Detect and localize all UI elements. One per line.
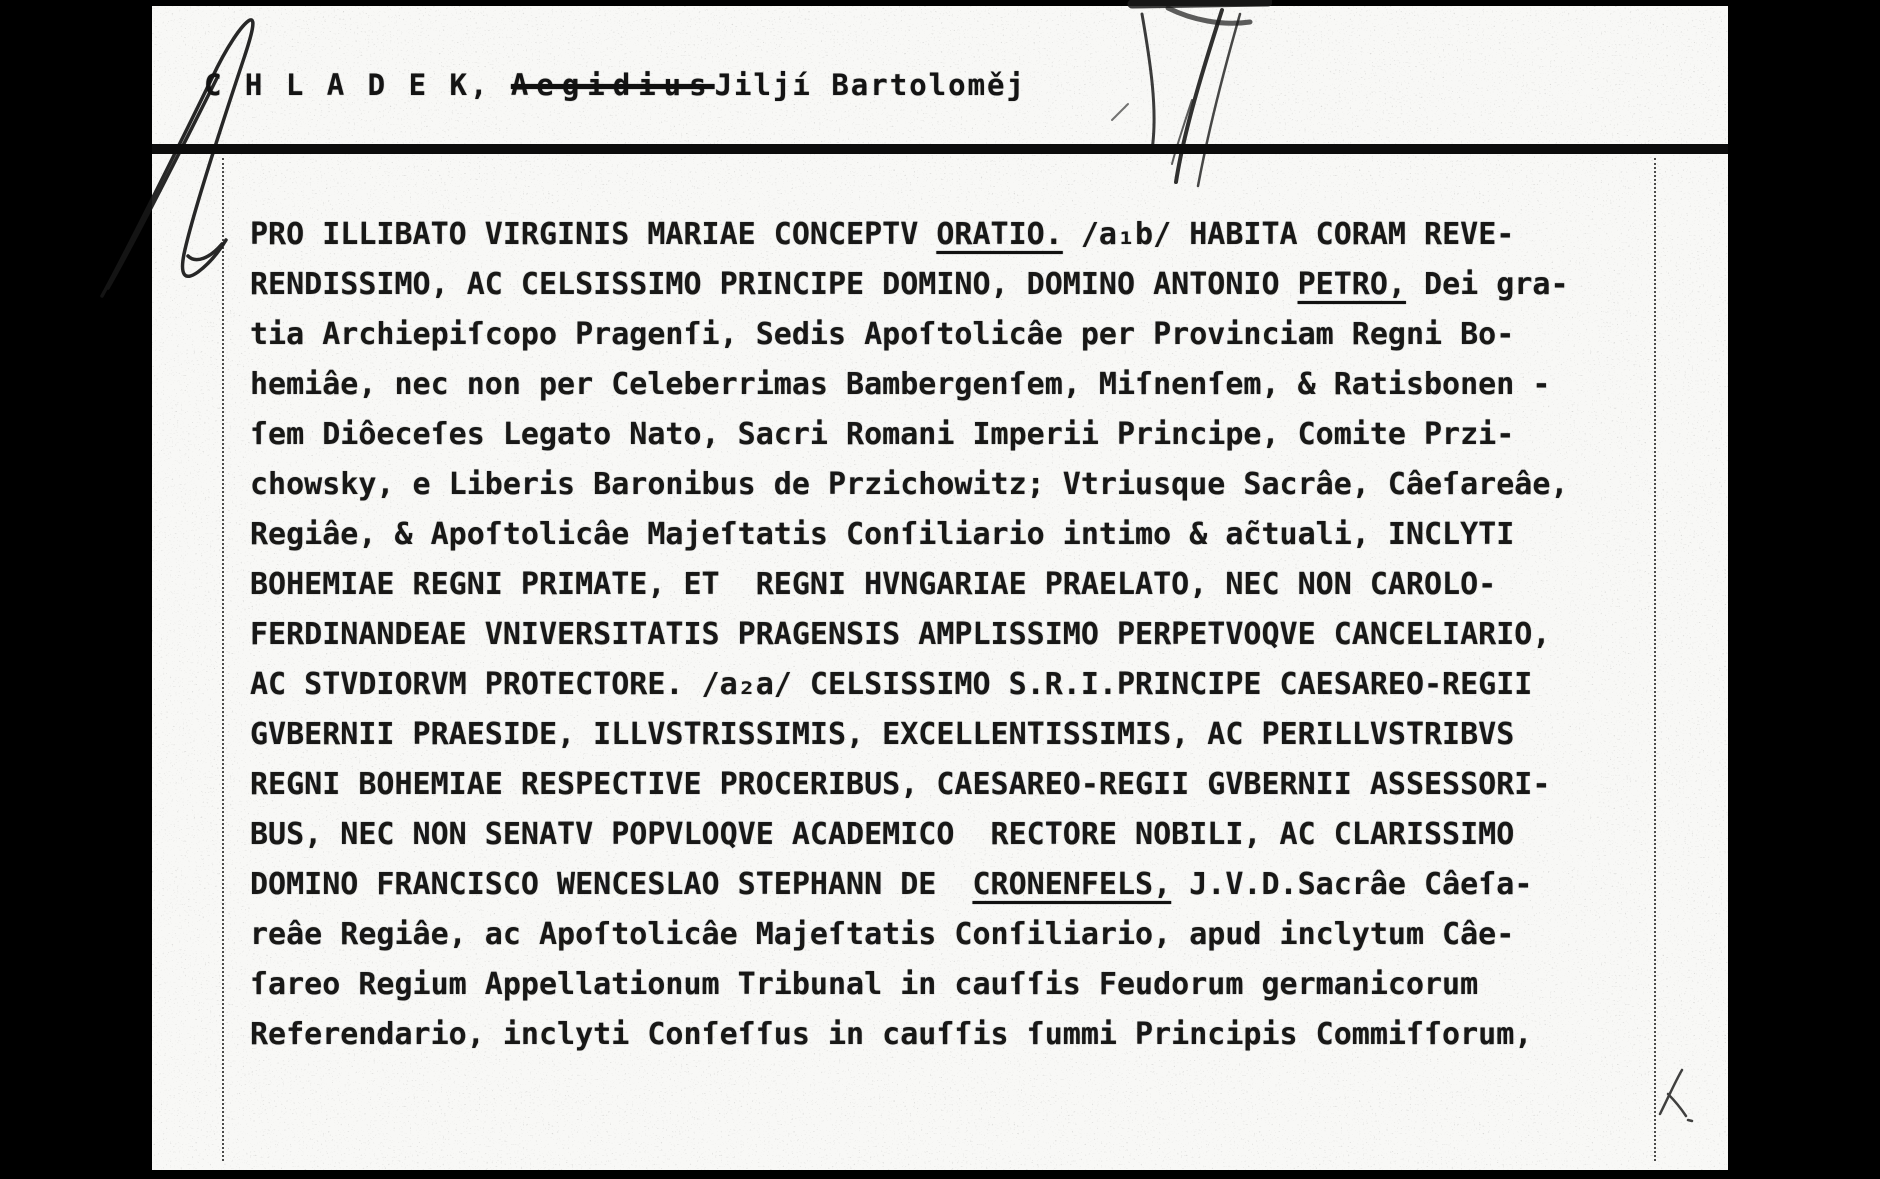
text-segment: Referendario, inclyti Conſeſſus in cauſſis ſummi Principis Commiſſorum, — [250, 1017, 1533, 1052]
given-names: Jiljí Bartoloměj — [714, 68, 1026, 102]
text-segment: tia Archiepiſcopo Pragenſi, Sedis Apoſtolicâe per Provinciam Regni Bo- — [250, 317, 1515, 352]
text-segment: /a₁b/ HABITA CORAM REVE- — [1062, 217, 1515, 252]
left-margin-guide — [222, 158, 224, 1161]
text-segment: ſareo Regium Appellationum Tribunal in cauſſis Feudorum germanicorum — [250, 967, 1479, 1002]
text-line — [250, 410, 1690, 460]
catalog-heading-surname: C H L A D E K, — [204, 68, 511, 102]
text-segment: FERDINANDEAE VNIVERSITATIS PRAGENSIS AMPLISSIMO PERPETVOQVE CANCELIARIO, — [250, 617, 1551, 652]
text-segment: PETRO, — [1297, 267, 1406, 302]
catalog-heading — [204, 68, 1026, 102]
scratch-marks-icon — [1072, 0, 1272, 200]
text-segment: REGNI BOHEMIAE RESPECTIVE PROCERIBUS, CAESAREO-REGII GVBERNII ASSESSORI- — [250, 767, 1551, 802]
text-line — [250, 760, 1690, 810]
text-segment: ſem Diôeceſes Legato Nato, Sacri Romani Imperii Principe, Comite Przi- — [250, 417, 1515, 452]
heading-divider-rule — [152, 144, 1728, 154]
text-line — [250, 910, 1690, 960]
text-line — [250, 810, 1690, 860]
text-line — [250, 660, 1690, 710]
text-segment: PRO ILLIBATO VIRGINIS MARIAE CONCEPTV — [250, 217, 937, 252]
text-line — [250, 310, 1690, 360]
text-segment: Regiâe, & Apoſtolicâe Majeſtatis Conſiliario intimo & ac̃tuali, INCLYTI — [250, 517, 1515, 552]
text-segment: ORATIO. — [936, 217, 1063, 252]
text-line — [250, 260, 1690, 310]
text-line — [250, 960, 1690, 1010]
text-line — [250, 860, 1690, 910]
text-line — [250, 1010, 1690, 1060]
text-segment: AC STVDIORVM PROTECTORE. /a₂a/ CELSISSIMO S.R.I.PRINCIPE CAESAREO-REGII — [250, 667, 1533, 702]
text-segment: RENDISSIMO, AC CELSISSIMO PRINCIPE DOMINO, DOMINO ANTONIO — [250, 267, 1298, 302]
catalog-card — [152, 6, 1728, 1170]
text-line — [250, 610, 1690, 660]
text-segment: J.V.D.Sacrâe Câeſa- — [1171, 867, 1533, 902]
corner-pen-mark-icon — [1648, 1064, 1708, 1128]
text-segment: chowsky, e Liberis Baronibus de Przichowitz; Vtriusque Sacrâe, Câeſareâe, — [250, 467, 1569, 502]
text-line — [250, 710, 1690, 760]
text-line — [250, 460, 1690, 510]
text-line — [250, 210, 1690, 260]
crossed-out-name: Aegidius — [510, 68, 715, 102]
text-line — [250, 510, 1690, 560]
text-segment: Dei gra- — [1405, 267, 1569, 302]
text-segment: BUS, NEC NON SENATV POPVLOQVE ACADEMICO RECTORE NOBILI, AC CLARISSIMO — [250, 817, 1515, 852]
text-segment: CRONENFELS, — [972, 867, 1172, 902]
text-segment: DOMINO FRANCISCO WENCESLAO STEPHANN DE — [250, 867, 973, 902]
text-segment: hemiâe, nec non per Celeberrimas Bambergenſem, Miſnenſem, & Ratisbonen - — [250, 367, 1551, 402]
text-line — [250, 560, 1690, 610]
text-segment: GVBERNII PRAESIDE, ILLVSTRISSIMIS, EXCELLENTISSIMIS, AC PERILLVSTRIBVS — [250, 717, 1515, 752]
body-text — [250, 210, 1690, 1060]
text-segment: reâe Regiâe, ac Apoſtolicâe Majeſtatis Conſiliario, apud inclytum Câe- — [250, 917, 1515, 952]
text-line — [250, 360, 1690, 410]
text-segment: BOHEMIAE REGNI PRIMATE, ET REGNI HVNGARIAE PRAELATO, NEC NON CAROLO- — [250, 567, 1497, 602]
